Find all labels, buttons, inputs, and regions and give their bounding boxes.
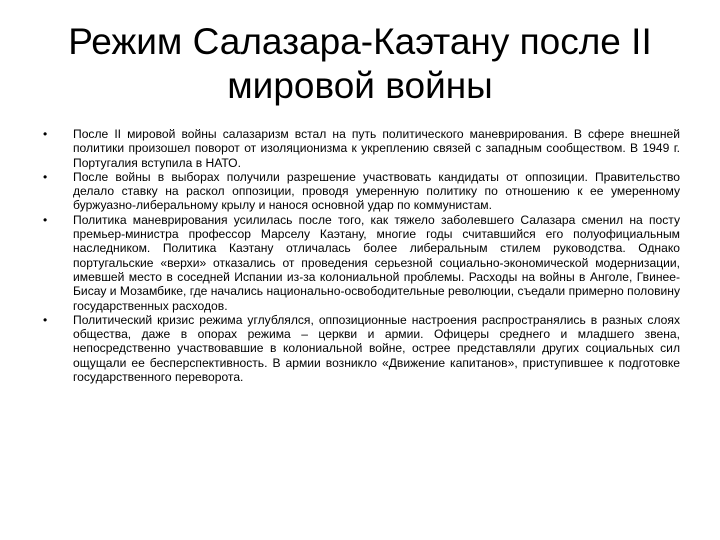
bullet-marker: •	[43, 169, 48, 184]
bullet-marker: •	[43, 312, 48, 327]
bullet-item	[43, 213, 680, 313]
bullet-item	[43, 313, 680, 384]
bullet-marker: •	[43, 212, 48, 227]
bullet-list	[43, 127, 680, 384]
bullet-text: Политический кризис режима углублялся, оппозиционные настроения распространялись в разных слоях общества, даже в опорах режима – церкви и армии. Офицеры среднего и младшего звена, непосредственно участвовавшие в колониальной войне, острее представляли других социальных сил ощущали ее бесперспективность. В армии возникло «Движение капитанов», приступившее к подготовке государственного переворота.	[73, 312, 680, 385]
bullet-marker: •	[43, 127, 48, 141]
slide-title: Режим Салазара-Каэтану после II мировой войны	[68, 21, 652, 106]
bullet-item	[43, 170, 680, 213]
bullet-text: Политика маневрирования усилилась после того, как тяжело заболевшего Салазара сменил на посту премьер-министра профессор Марселу Каэтану, многие годы считавшийся его полуофициальным наследником. Политика Каэтану отличалась более либеральным стилем руководства. Однако португальские «верхи» отказались от проведения серьезной социально-экономической модернизации, имевшей место в соседней Испании из-за колониальной проблемы. Расходы на войны в Анголе, Гвинее-Бисау и Мозамбике, где начались национально-освободительные революции, съедали примерно половину государственных расходов.	[73, 212, 680, 313]
bullet-text: После войны в выборах получили разрешение участвовать кандидаты от оппозиции. Правительство делало ставку на раскол оппозиции, проводя умеренную политику по отношению к ее умеренному буржуазно-либеральному крылу и нанося основной удар по коммунистам.	[73, 169, 680, 213]
bullet-item	[43, 127, 680, 170]
bullet-text: После II мировой войны салазаризм встал на путь политического маневрирования. В сфере внешней политики произошел поворот от изоляционизма к укреплению связей с западным сообществом. В 1949 г. Португалия вступила в НАТО.	[73, 127, 680, 170]
